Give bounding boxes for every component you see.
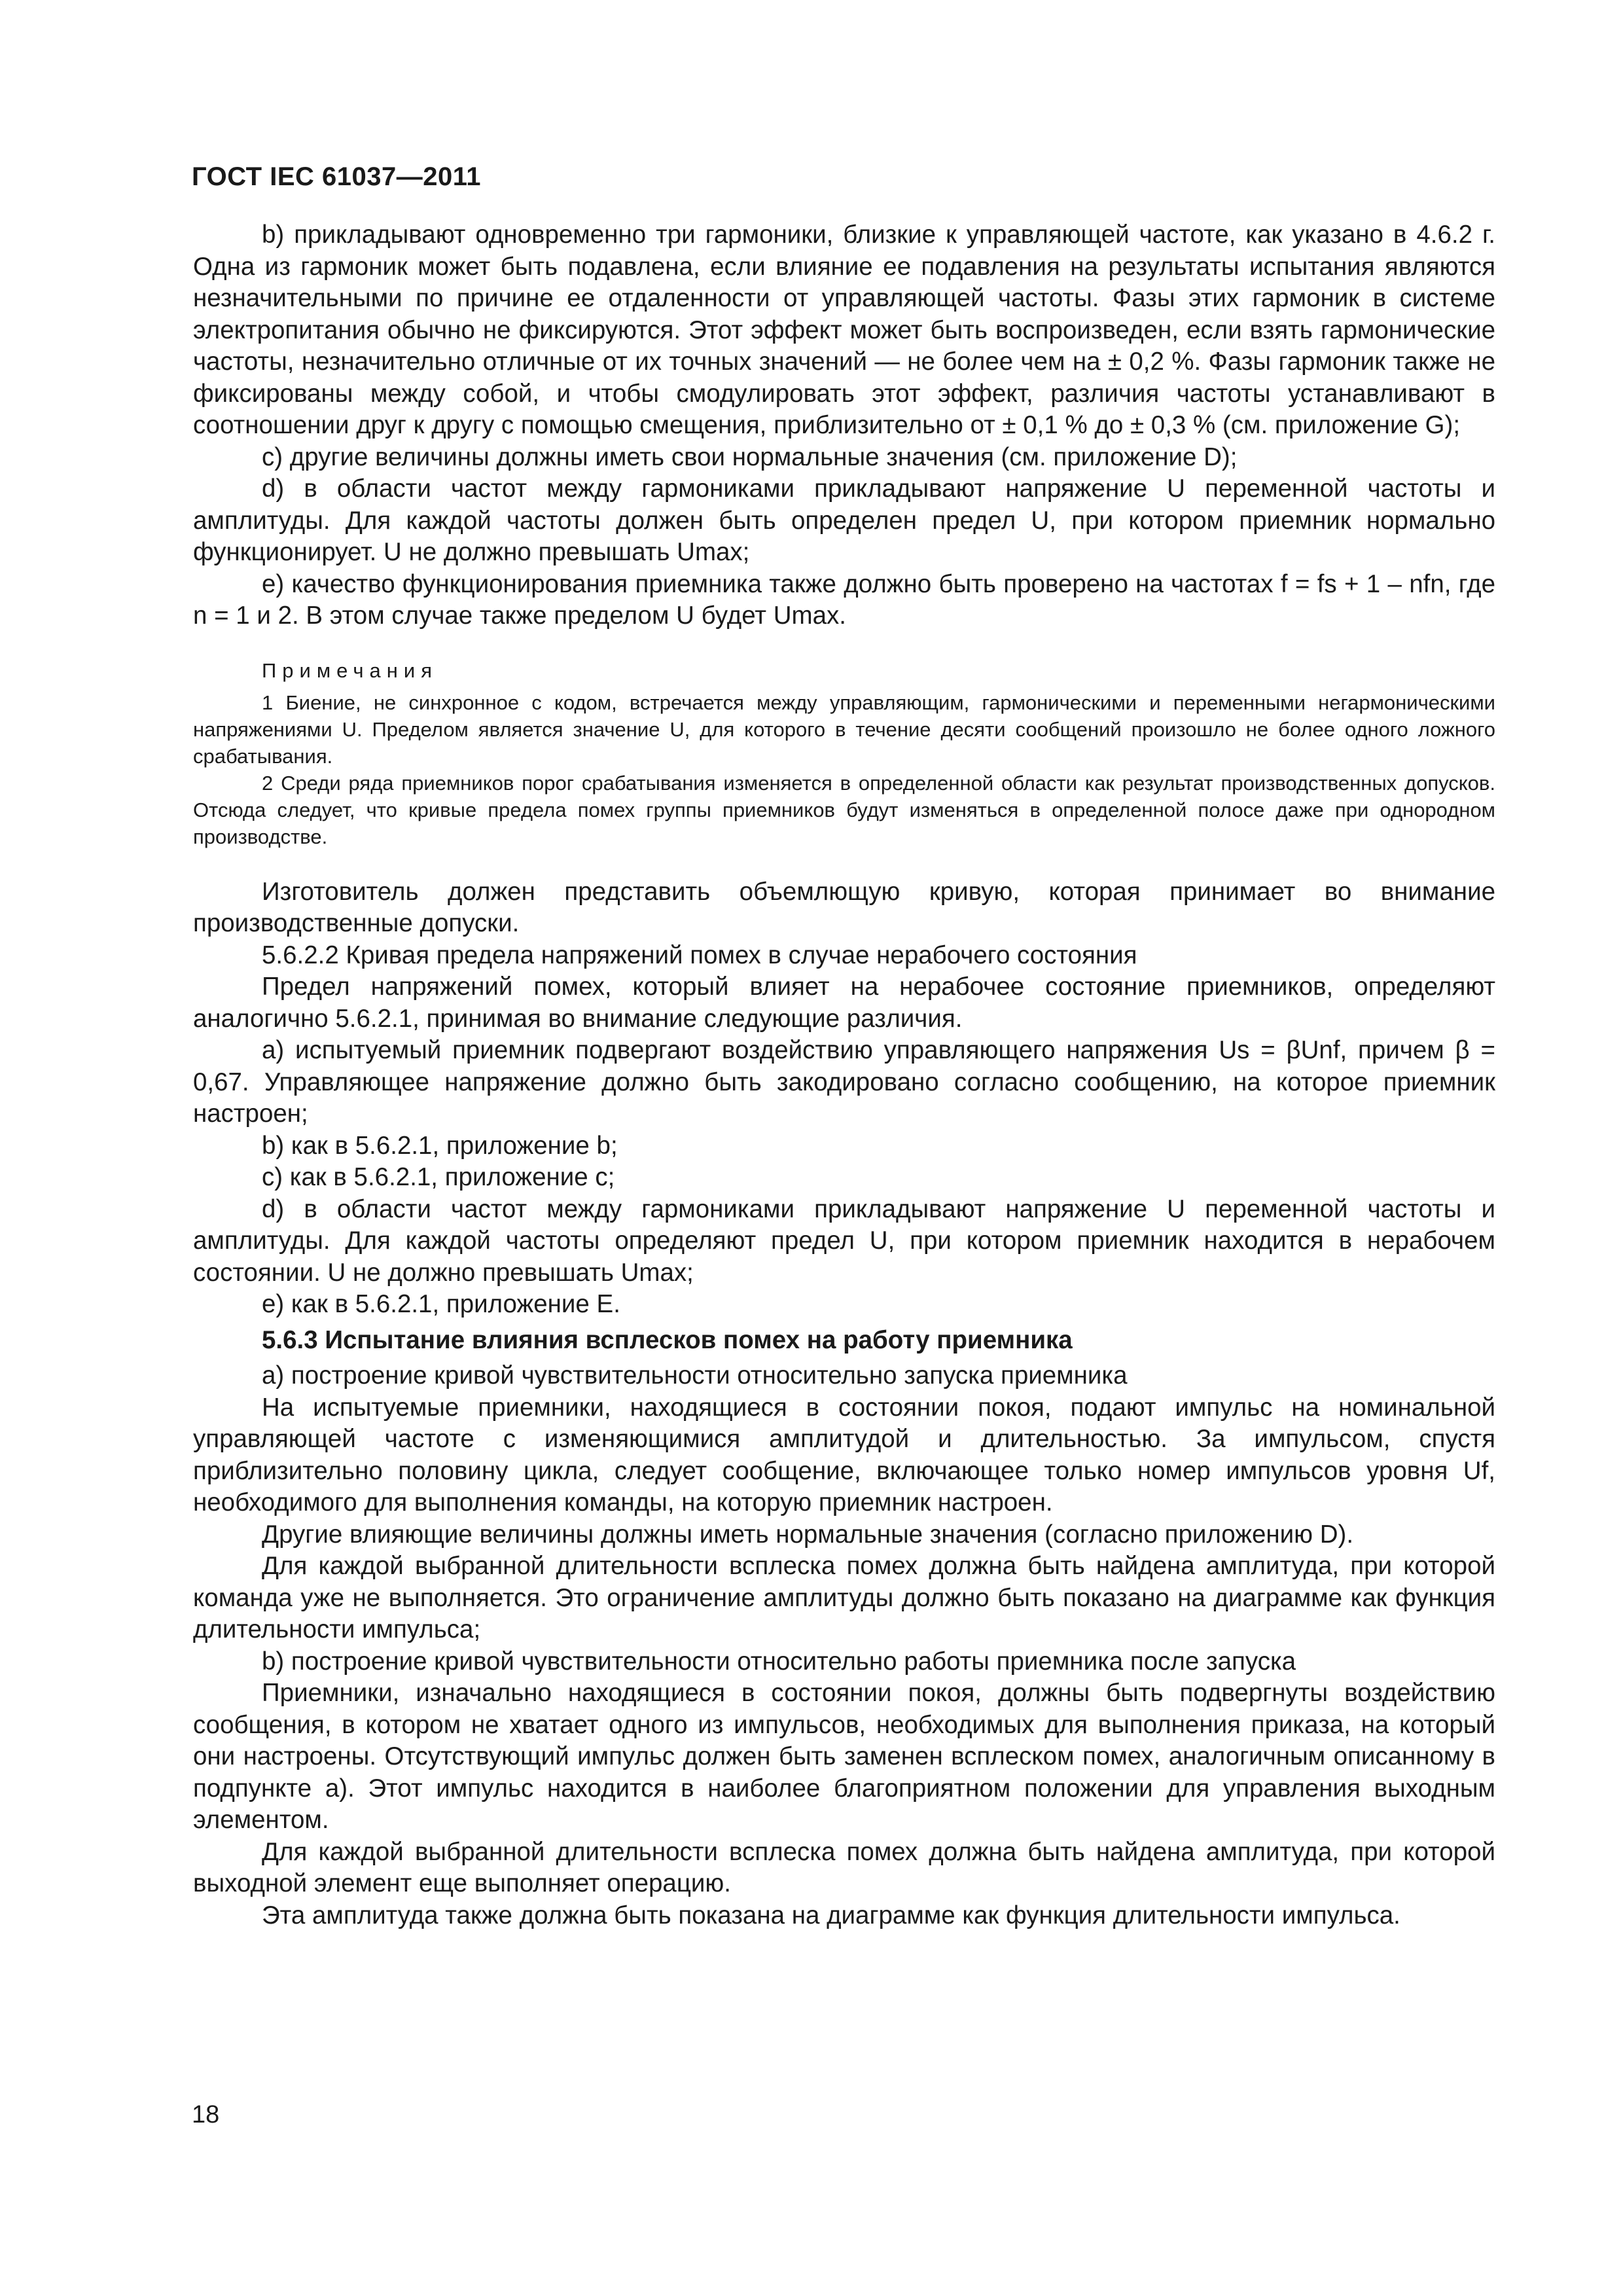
paragraph: b) построение кривой чувствительности относительно работы приемника после запуска	[262, 1647, 1296, 1676]
document-code-header: ГОСТ IEC 61037—2011	[192, 162, 481, 191]
paragraph: d) в области частот между гармониками прикладывают напряжение U переменной частоты и амплитуды. Для каждой частоты определяют предел U, при котором приемник находится в нерабочем состоянии. U не должно превышать Umax;	[193, 1194, 1495, 1287]
paragraph: c) другие величины должны иметь свои нормальные значения (см. приложение D);	[262, 442, 1238, 471]
section-heading: 5.6.3 Испытание влияния всплесков помех на работу приемника	[262, 1325, 1073, 1354]
paragraph: c) как в 5.6.2.1, приложение с;	[262, 1163, 615, 1191]
subsection-heading: 5.6.2.2 Кривая предела напряжений помех в случае нерабочего состояния	[262, 941, 1137, 969]
paragraph: e) качество функционирования приемника также должно быть проверено на частотах f = fs + 1 – nfn, где n = 1 и 2. В этом случае также пределом U будет Umax.	[193, 569, 1495, 630]
paragraph: Для каждой выбранной длительности всплеска помех должна быть найдена амплитуда, при которой команда уже не выполняется. Это ограничение амплитуды должно быть показано на диаграмме как функция длительности импульса;	[193, 1552, 1495, 1643]
note-item: 2 Среди ряда приемников порог срабатывания изменяется в определенной области как результат производственных допусков. Отсюда следует, что кривые предела помех группы приемников будут изменяться в определенной полосе даже при однородном производстве.	[193, 771, 1495, 848]
paragraph: a) испытуемый приемник подвергают воздействию управляющего напряжения Us = βUnf, причем β = 0,67. Управляющее напряжение должно быть закодировано согласно сообщению, на которое приемник настроен;	[193, 1036, 1495, 1128]
note-item: 1 Биение, не синхронное с кодом, встречается между управляющим, гармоническими и переменными негармоническими напряжениями U. Пределом является значение U, для которого в течение десяти сообщений произошло не более одного ложного срабатывания.	[193, 691, 1495, 768]
paragraph: a) построение кривой чувствительности относительно запуска приемника	[262, 1361, 1128, 1390]
page-number: 18	[192, 2101, 220, 2128]
paragraph: Изготовитель должен представить объемлющую кривую, которая принимает во внимание производственные допуски.	[193, 877, 1495, 937]
notes-block	[193, 657, 1495, 850]
paragraph: Эта амплитуда также должна быть показана на диаграмме как функция длительности импульса.	[262, 1901, 1400, 1929]
paragraph: Для каждой выбранной длительности всплеска помех должна быть найдена амплитуда, при которой выходной элемент еще выполняет операцию.	[193, 1837, 1495, 1897]
paragraph: d) в области частот между гармониками прикладывают напряжение U переменной частоты и амплитуды. Для каждой частоты должен быть определен предел U, при котором приемник нормально функционирует. U не должно превышать Umax;	[193, 475, 1495, 566]
paragraph: Предел напряжений помех, который влияет на нерабочее состояние приемников, определяют аналогично 5.6.2.1, принимая во внимание следующие различия.	[193, 973, 1495, 1033]
paragraph: Приемники, изначально находящиеся в состоянии покоя, должны быть подвергнуты воздействию сообщения, в котором не хватает одного из импульсов, необходимых для выполнения приказа, на который они настроены. Отсутствующий импульс должен быть заменен всплеском помех, аналогичным описанному в подпункте а). Этот импульс находится в наиболее благоприятном положении для управления выходным элементом.	[193, 1679, 1495, 1834]
paragraph: b) прикладывают одновременно три гармоники, близкие к управляющей частоте, как указано в 4.6.2 г. Одна из гармоник может быть подавлена, если влияние ее подавления на результаты испытания являются незначительными по причине ее отдаленности от управляющей частоты. Фазы этих гармоник в системе электропитания обычно не фиксируются. Этот эффект может быть воспроизведен, если взять гармонические частоты, незначительно отличные от их точных значений — не более чем на ± 0,2 %. Фазы гармоник также не фиксированы между собой, и чтобы смодулировать этот эффект, различия частоты устанавливают в соотношении друг к другу с помощью смещения, приблизительно от ± 0,1 % до ± 0,3 % (см. приложение G);	[193, 221, 1495, 439]
paragraph: Другие влияющие величины должны иметь нормальные значения (согласно приложению D).	[262, 1520, 1354, 1549]
notes-title: Примечания	[262, 658, 438, 682]
paragraph: e) как в 5.6.2.1, приложение E.	[262, 1290, 620, 1318]
paragraph: b) как в 5.6.2.1, приложение b;	[262, 1131, 618, 1160]
paragraph: На испытуемые приемники, находящиеся в состоянии покоя, подают импульс на номинальной управляющей частоте с изменяющимися амплитудой и длительностью. За импульсом, спустя приблизительно половину цикла, следует сообщение, включающее только номер импульсов уровня Uf, необходимого для выполнения команды, на которую приемник настроен.	[193, 1393, 1495, 1516]
body-text	[193, 219, 1495, 1931]
